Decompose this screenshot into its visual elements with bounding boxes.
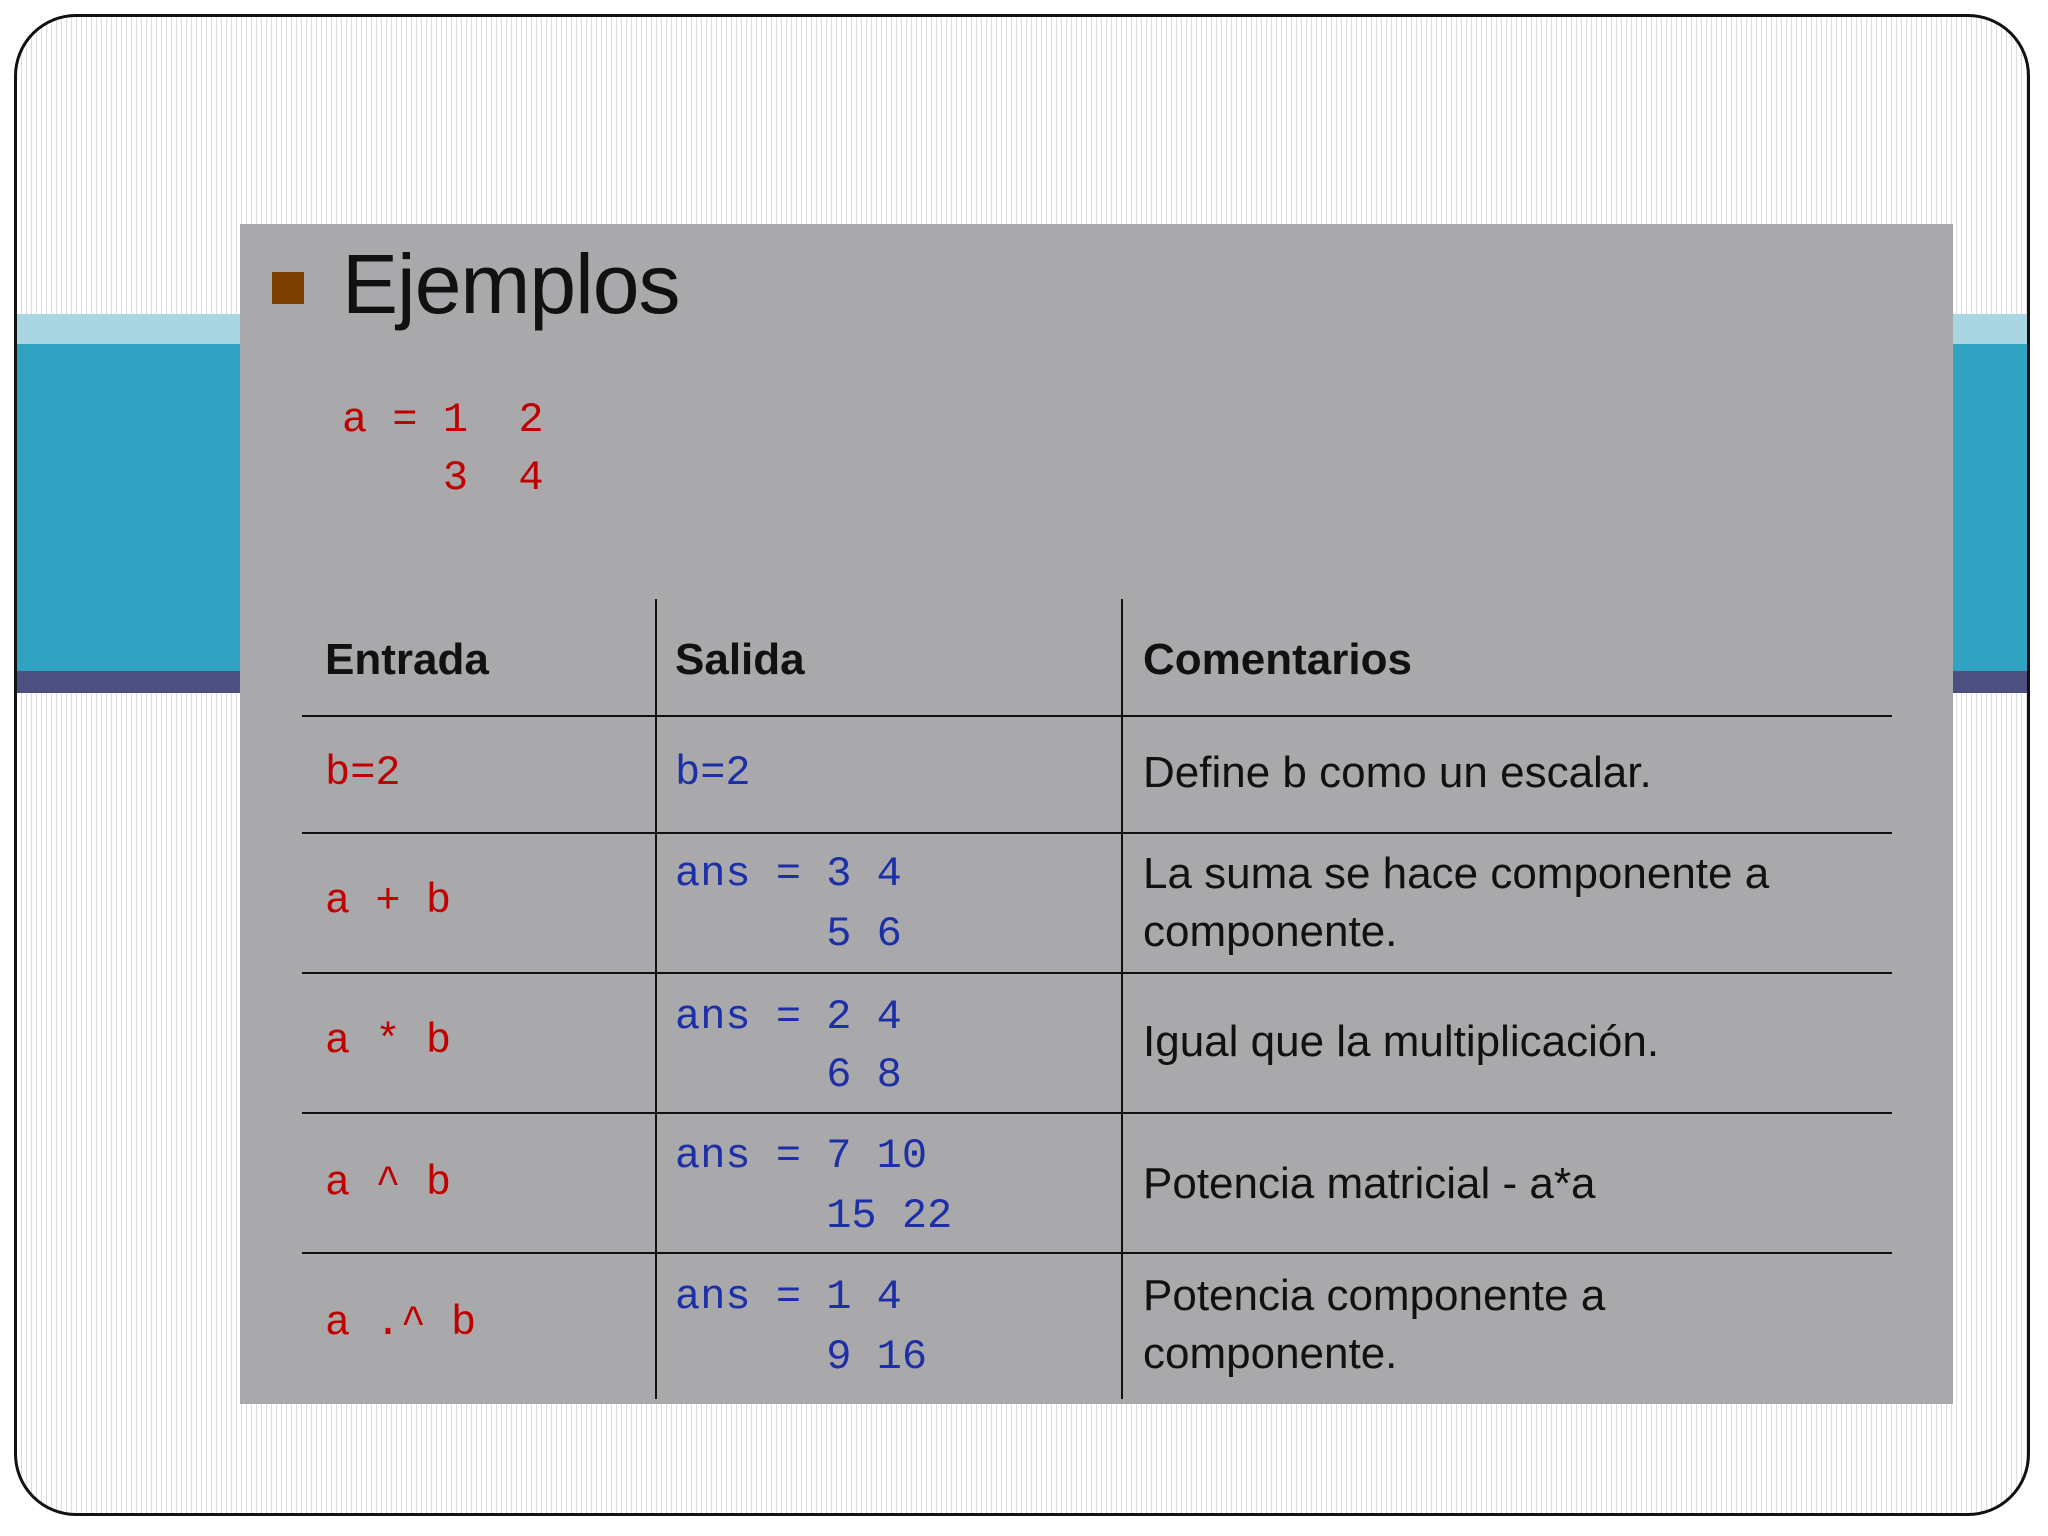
table-row-3-comment: Igual que la multiplicación. xyxy=(1143,1017,1660,1066)
table-row-4-output-line-1: ans = 7 10 xyxy=(675,1132,928,1180)
table-row-3-output-line-2: 6 8 xyxy=(675,1051,902,1099)
table-row-5-output-line-2: 9 16 xyxy=(675,1333,928,1381)
header-salida: Salida xyxy=(675,635,805,684)
table-row-1-input: b=2 xyxy=(325,749,401,797)
table-row-5-input: a .^ b xyxy=(325,1299,477,1347)
matrix-definition-line-1: a = 1 2 xyxy=(342,396,544,444)
table-row-2-output-line-2: 5 6 xyxy=(675,910,902,958)
slide-title: Ejemplos xyxy=(342,237,680,331)
slide-content xyxy=(240,224,1953,1404)
table-row-5-comment: Potencia componente a componente. xyxy=(1143,1271,1606,1378)
table-row-1-comment: Define b como un escalar. xyxy=(1143,748,1652,797)
row-divider xyxy=(302,715,1892,717)
matrix-definition-line-2: 3 4 xyxy=(342,454,544,502)
row-divider xyxy=(302,972,1892,974)
table-row-2-output-line-1: ans = 3 4 xyxy=(675,850,902,898)
table-row-3-output-line-1: ans = 2 4 xyxy=(675,993,902,1041)
column-divider xyxy=(1121,599,1123,1399)
row-divider xyxy=(302,1112,1892,1114)
row-divider xyxy=(302,832,1892,834)
table-row-4-output-line-2: 15 22 xyxy=(675,1192,953,1240)
table-row-4-comment: Potencia matricial - a*a xyxy=(1143,1159,1596,1208)
table-row-2-input: a + b xyxy=(325,877,452,925)
header-entrada: Entrada xyxy=(325,635,489,684)
header-comentarios: Comentarios xyxy=(1143,635,1412,684)
table-row-1-output-line-1: b=2 xyxy=(675,749,751,797)
table-row-5-output-line-1: ans = 1 4 xyxy=(675,1273,902,1321)
table-row-4-input: a ^ b xyxy=(325,1159,452,1207)
row-divider xyxy=(302,1252,1892,1254)
square-bullet-icon xyxy=(272,272,304,304)
table-row-3-input: a * b xyxy=(325,1017,452,1065)
column-divider xyxy=(655,599,657,1399)
table-row-2-comment: La suma se hace componente a componente. xyxy=(1143,849,1770,956)
examples-table xyxy=(302,599,1892,1399)
